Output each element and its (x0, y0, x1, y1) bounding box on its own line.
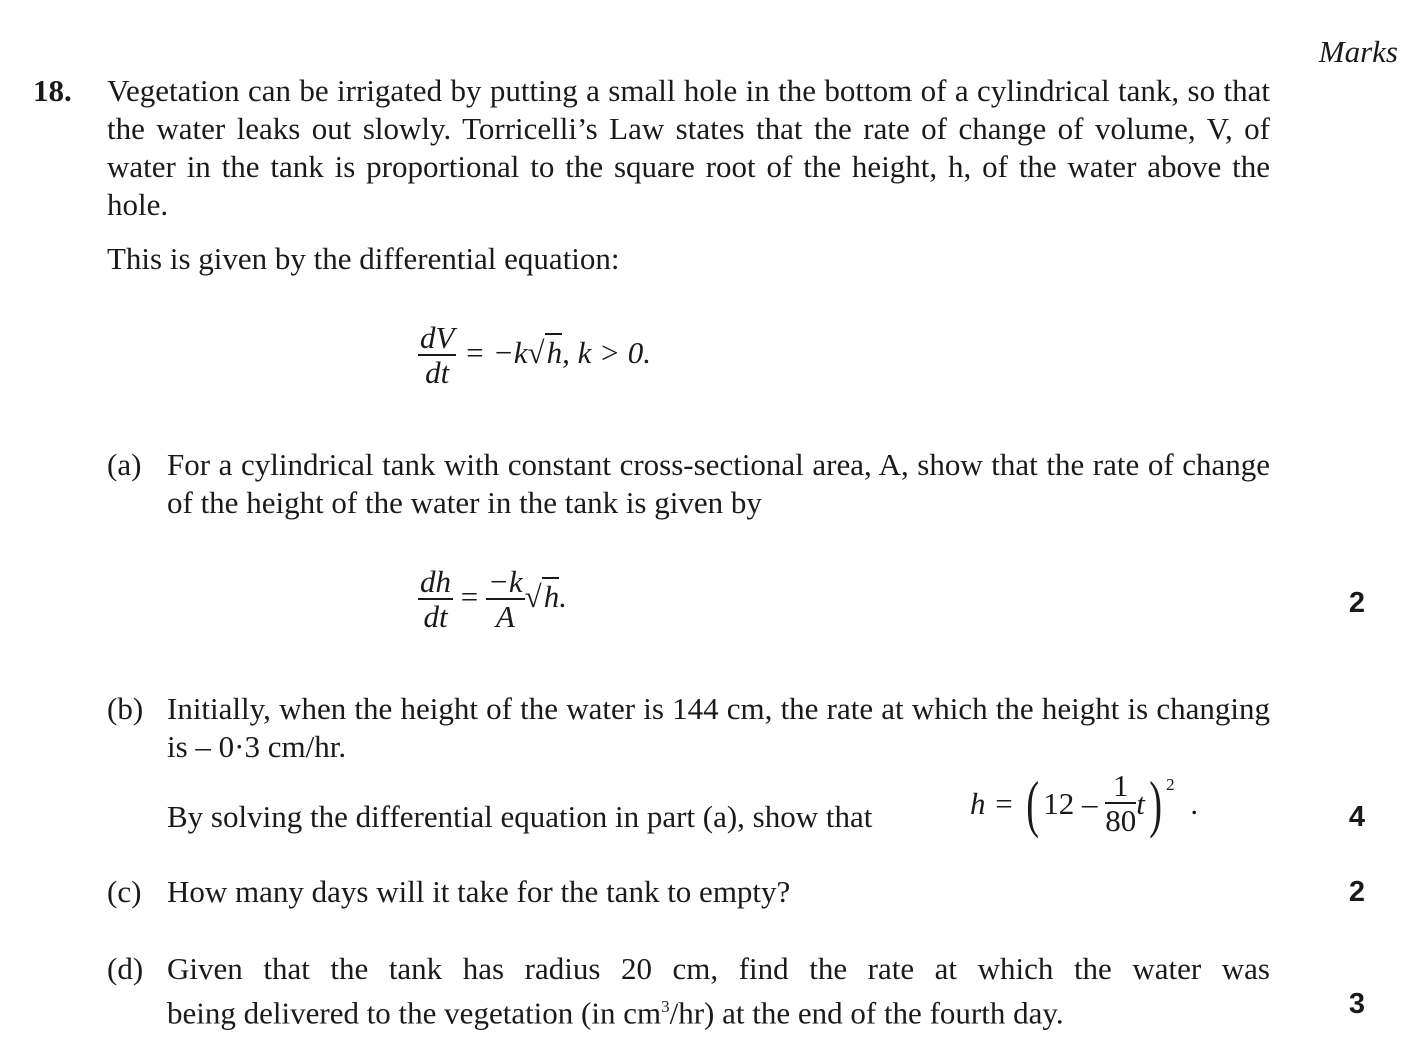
part-b-eq-lhs: h = (970, 786, 1015, 821)
main-eq-fraction (418, 322, 456, 390)
part-a-eq-lhs (418, 566, 453, 634)
part-b-text: Initially, when the height of the water is 144 cm, the rate at which the height is changing is – 0·3 cm/hr. (167, 691, 1270, 764)
part-a-text: For a cylindrical tank with constant cross-sectional area, A, show that the rate of change of the height of the water in the tank is given by (167, 447, 1270, 520)
part-b-eq-suffix: . (1190, 786, 1199, 821)
part-a-marks: 2 (1348, 587, 1365, 619)
question-number: 18. (33, 73, 72, 108)
part-a-eq-lhs-num: dh (420, 564, 451, 599)
part-b-eq-frac-den: 80 (1105, 803, 1137, 838)
part-b-text2: By solving the differential equation in part (a), show that (167, 799, 873, 834)
part-c-label: (c) (107, 874, 142, 909)
part-b-marks: 4 (1348, 801, 1365, 833)
part-d-line2-after: /hr) at the end of the fourth day. (669, 995, 1064, 1031)
part-c-marks: 2 (1348, 876, 1365, 908)
left-paren: ( (1026, 768, 1039, 839)
part-b-eq-exponent: 2 (1166, 775, 1175, 794)
given-text: This is given by the differential equation: (107, 241, 620, 276)
right-paren: ) (1149, 768, 1162, 839)
part-b-eq-frac-num: 1 (1105, 770, 1136, 804)
marks-column-header: Marks (1318, 34, 1398, 69)
part-a-equation: $\frac{dh}{dt}$ = $\frac{-k}{A}$ √h. (420, 564, 567, 634)
part-b-equation (970, 770, 1198, 838)
part-a-eq-suffix: . (559, 579, 567, 615)
part-d-line2-before: being delivered to the vegetation (in cm (167, 995, 662, 1031)
part-a-eq-equals: = (460, 579, 479, 615)
main-equation: $\frac{dV}{dt}$ = −k√h, k > 0. (420, 320, 651, 390)
part-d-text-line1: Given that the tank has radius 20 cm, find the rate at which the water was (167, 951, 1270, 986)
main-eq-rhs: = −k (464, 335, 528, 371)
main-eq-suffix: , k > 0. (562, 335, 651, 371)
part-c-text: How many days will it take for the tank to empty? (167, 874, 791, 909)
main-eq-num: dV (420, 320, 455, 355)
part-a-eq-rhs (486, 566, 525, 634)
main-eq-root: h (546, 335, 563, 371)
main-eq-den: dt (425, 355, 450, 390)
part-b-eq-var: t (1136, 786, 1145, 821)
part-a-eq-rhs-num: −k (487, 564, 523, 599)
part-a-eq-root: h (543, 579, 560, 615)
part-d-marks: 3 (1348, 988, 1365, 1020)
part-d-text-line2 (167, 988, 1064, 1032)
part-a-label: (a) (107, 447, 142, 482)
part-a-eq-lhs-den: dt (423, 599, 448, 634)
question-intro: Vegetation can be irrigated by putting a small hole in the bottom of a cylindrical tank, so that the water leaks out slowly. Torricelli’s Law states that the rate of change of volume, V, of water in the tank is proportional to the square root of the height, h, of the water above the hole. (107, 73, 1270, 222)
part-d-line2-sup: 3 (661, 997, 670, 1016)
part-a-eq-rhs-den: A (495, 599, 515, 634)
part-b-eq-inner: 12 – (1043, 786, 1098, 821)
part-b-label: (b) (107, 691, 144, 726)
part-d-label: (d) (107, 951, 144, 986)
part-b-eq-frac (1105, 770, 1136, 838)
